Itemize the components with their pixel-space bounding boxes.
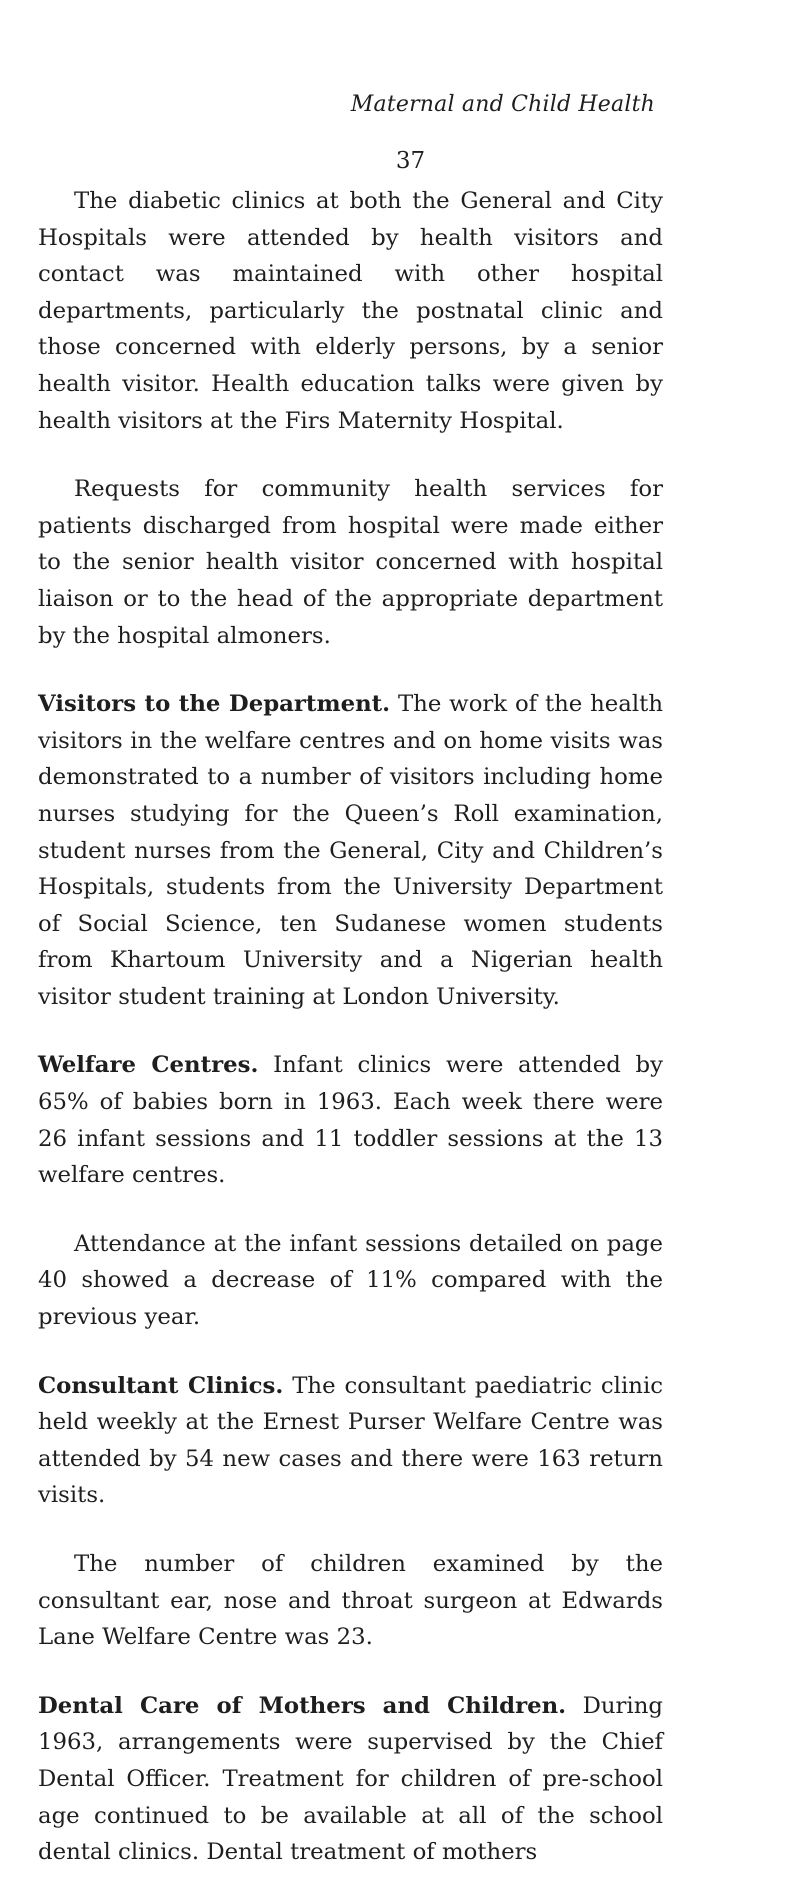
paragraph-consultant-clinics — [38, 1368, 663, 1514]
section-heading-welfare-centres: Welfare Centres. — [38, 1052, 259, 1079]
section-heading-consultant-clinics: Consultant Clinics. — [38, 1372, 284, 1399]
paragraph-text: During 1963, arrangements were supervised by the Chief Dental Officer. Treatment for children of pre-school age continued to be available at all of the school dental clinics. Dental treatment of mothers — [38, 1692, 663, 1866]
page-number: 37 — [395, 148, 426, 174]
paragraph-visitors — [38, 686, 663, 1015]
body-text — [38, 183, 663, 1903]
section-heading-visitors: Visitors to the Department. — [38, 691, 391, 718]
paragraph-text: Attendance at the infant sessions detailed on page 40 showed a decrease of 11% compared with the previous year. — [38, 1230, 663, 1331]
paragraph-ent-surgeon — [38, 1546, 663, 1656]
paragraph-text: The consultant paediatric clinic held weekly at the Ernest Purser Welfare Centre was attended by 54 new cases and there were 163 return visits. — [38, 1372, 664, 1509]
paragraph-diabetic-clinics — [38, 183, 663, 439]
running-title: Maternal and Child Health — [350, 92, 655, 117]
paragraph-text: The number of children examined by the consultant ear, nose and throat surgeon at Edwards Lane Welfare Centre was 23. — [38, 1551, 663, 1651]
paragraph-attendance — [38, 1226, 663, 1336]
paragraph-text: The work of the health visitors in the welfare centres and on home visits was demonstrated to a number of visitors including home nurses studying for the Queen’s Roll examination, student nurses from the General, City and Children’s Hospitals, students from the University Department of Social Science, ten Sudanese women students from Khartoum University and a Nigerian health visitor student training at London University. — [38, 691, 664, 1010]
paragraph-dental-care — [38, 1688, 663, 1871]
paragraph-welfare-centres — [38, 1047, 663, 1193]
paragraph-community-requests — [38, 471, 663, 654]
paragraph-text: Infant clinics were attended by 65% of babies born in 1963. Each week there were 26 infant sessions and 11 toddler sessions at the 13 welfare centres. — [38, 1052, 664, 1189]
paragraph-text: The diabetic clinics at both the General and City Hospitals were attended by health visitors and contact was maintained with other hospital departments, particularly the postnatal clinic and those concerned with elderly persons, by a senior health visitor. Health education talks were given by health visitors at the Firs Maternity Hospital. — [38, 188, 663, 434]
paragraph-text: Requests for community health services for patients discharged from hospital were made either to the senior health visitor concerned with hospital liaison or to the head of the appropriate department by the hospital almoners. — [38, 476, 663, 649]
section-heading-dental-care: Dental Care of Mothers and Children. — [38, 1692, 567, 1719]
